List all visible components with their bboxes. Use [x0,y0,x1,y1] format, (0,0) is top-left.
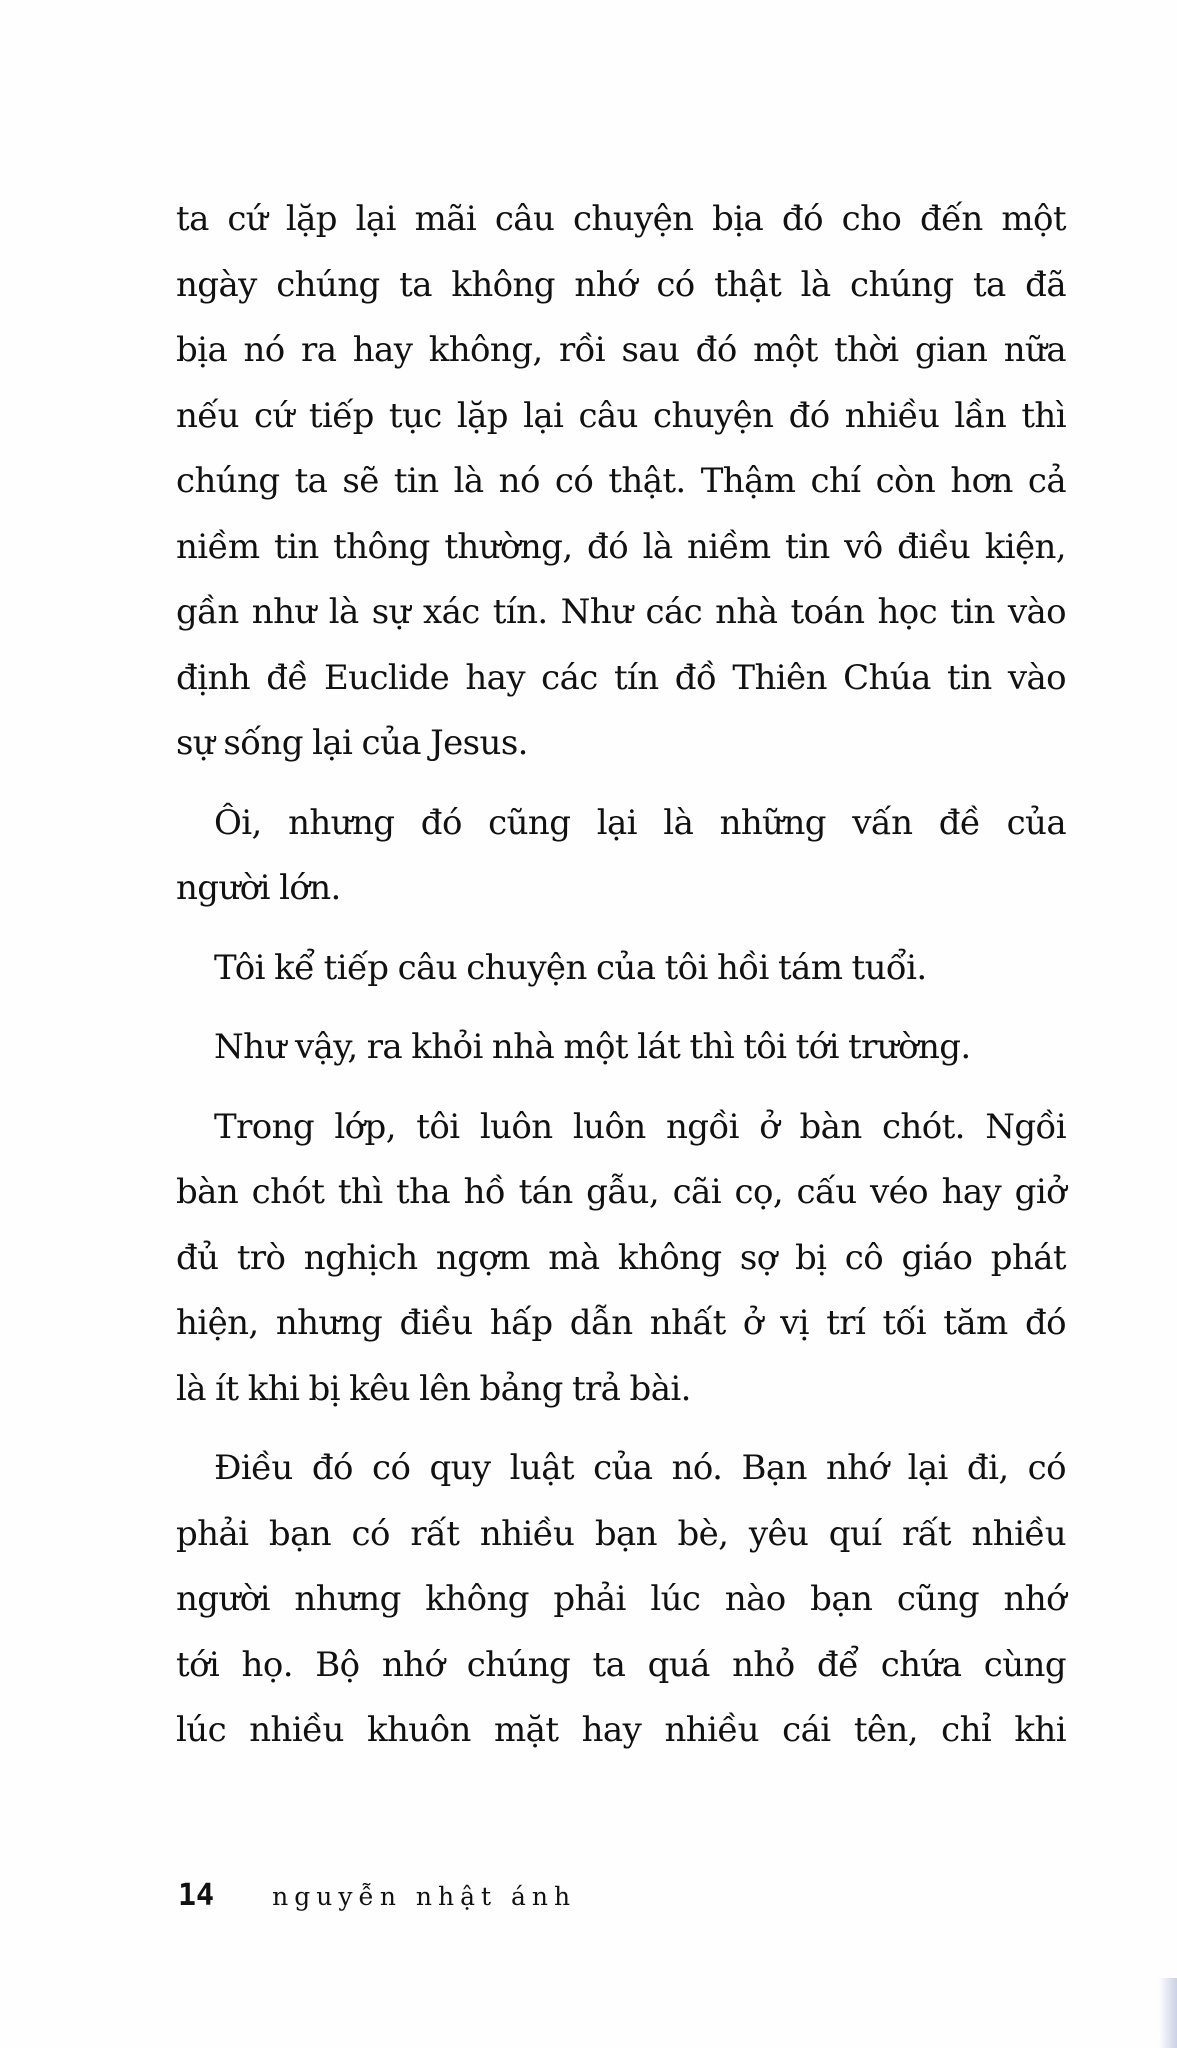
page-edge-shadow [1159,1978,1177,2048]
text-line: ta cứ lặp lại mãi câu chuyện bịa đó cho đến một [176,199,1066,239]
text-line: ngày chúng ta không nhớ có thật là chúng ta đã [176,264,1066,305]
text-line: là ít khi bị kêu lên bảng trả bài. [176,1368,691,1409]
page-footer [178,1878,576,1913]
text-line: người nhưng không phải lúc nào bạn cũng nhớ [176,1579,1066,1619]
text-line: phải bạn có rất nhiều bạn bè, yêu quí rất nhiều [176,1513,1066,1554]
text-line: tới họ. Bộ nhớ chúng ta quá nhỏ để chứa cùng [176,1644,1066,1685]
text-line: Ôi, nhưng đó cũng lại là những vấn đề của [214,802,1066,843]
text-line: đủ trò nghịch ngợm mà không sợ bị cô giáo phát [176,1237,1066,1278]
text-line: chúng ta sẽ tin là nó có thật. Thậm chí còn hơn cả [176,461,1066,501]
author-name: nguyễn nhật ánh [272,1882,577,1911]
paragraph-6 [176,1436,1066,1764]
text-line: niềm tin thông thường, đó là niềm tin vô điều kiện, [176,526,1066,567]
text-line: người lớn. [176,868,341,908]
text-line: Điều đó có quy luật của nó. Bạn nhớ lại đi, có [214,1448,1066,1488]
text-line: Như vậy, ra khỏi nhà một lát thì tôi tới trường. [214,1027,971,1067]
text-line: Tôi kể tiếp câu chuyện của tôi hồi tám tuổi. [214,947,927,988]
page-number: 14 [178,1878,215,1913]
text-line: hiện, nhưng điều hấp dẫn nhất ở vị trí tối tăm đó [176,1303,1066,1343]
text-line: Trong lớp, tôi luôn luôn ngồi ở bàn chót. Ngồi [214,1106,1066,1147]
paragraph-1 [176,187,1066,777]
text-line: lúc nhiều khuôn mặt hay nhiều cái tên, chỉ khi [176,1710,1066,1750]
text-line: gần như là sự xác tín. Như các nhà toán học tin vào [176,592,1066,632]
paragraph-5 [176,1095,1066,1423]
text-line: nếu cứ tiếp tục lặp lại câu chuyện đó nhiều lần thì [176,395,1066,436]
text-line: bịa nó ra hay không, rồi sau đó một thời gian nữa [176,330,1066,370]
text-line: định đề Euclide hay các tín đồ Thiên Chúa tin vào [176,657,1066,698]
text-line: sự sống lại của Jesus. [176,723,528,763]
paragraph-2 [176,791,1066,922]
paragraph-4 [176,1015,1066,1081]
text-line: bàn chót thì tha hồ tán gẫu, cãi cọ, cấu véo hay giở [176,1172,1066,1212]
paragraph-3 [176,936,1066,1002]
body-text [176,187,1066,1764]
